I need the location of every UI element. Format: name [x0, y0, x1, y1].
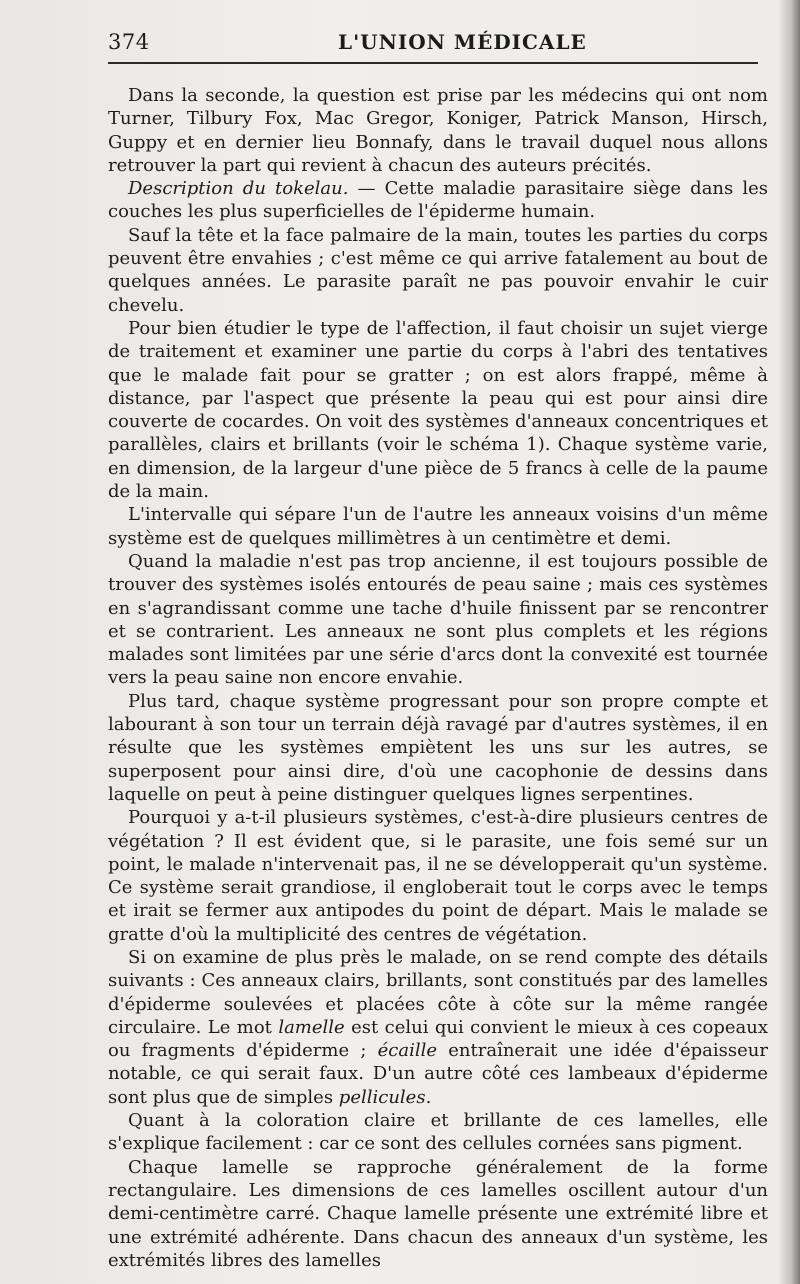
paragraph-text: est celui qui convient le mieux à ces copeaux ou fragments d'épiderme ; — [108, 1016, 768, 1062]
emphasized-term: lamelle — [278, 1016, 345, 1038]
header-rule — [108, 62, 758, 64]
paragraph-description — [108, 177, 768, 224]
paragraph: Quand la maladie n'est pas trop ancienne, il est toujours possible de trouver des systèmes isolés entourés de peau saine ; mais ces systèmes en s'agrandissant comme une tache d'huile finissent par se rencontrer et se contrarient. Les anneaux ne sont plus complets et les régions malades sont limitées par une série d'arcs dont la convexité est tournée vers la peau saine non encore envahie. — [108, 550, 768, 689]
paragraph: Dans la seconde, la question est prise par les médecins qui ont nom Turner, Tilbury Fox, Mac Gregor, Koniger, Patrick Manson, Hirsch, Guppy et en dernier lieu Bonnafy, dans le travail duquel nous allons retrouver la part qui revient à chacun des auteurs précités. — [108, 85, 768, 176]
journal-title: L'UNION MÉDICALE — [338, 30, 587, 54]
paragraph-text: — Cette maladie parasitaire siège dans les couches les plus superficielles de l'épiderme humain. — [108, 178, 768, 223]
paragraph-text: Si on examine de plus près le malade, on se rend compte des détails suivants : Ces anneaux clairs, brillants, sont constitués par des lamelles d'épiderme soulevées et placées côte à côte sur la même rangée circulaire. Le mot — [108, 946, 768, 1038]
page-header — [108, 30, 778, 60]
paragraph-text: entraînerait une idée d'épaisseur notable, ce qui serait faux. D'un autre côté ces lambeaux d'épiderme sont plus que de simples — [108, 1040, 768, 1108]
paragraph-lamelles — [108, 946, 768, 1109]
emphasized-term: écaille — [377, 1040, 438, 1062]
paragraph: Plus tard, chaque système progressant pour son propre compte et labourant à son tour un terrain déjà ravagé par d'autres systèmes, il en résulte que les systèmes empiètent les uns sur les autres, se superposent pour ainsi dire, d'où une cacophonie de dessins dans laquelle on peut à peine distinguer quelques lignes serpentines. — [108, 690, 768, 805]
paragraph: Pourquoi y a-t-il plusieurs systèmes, c'est-à-dire plusieurs centres de végétation ? Il est évident que, si le parasite, une fois semé sur un point, le malade n'intervenait pas, il ne se développerait qu'un système. Ce système serait grandiose, il engloberait tout le corps avec le temps et irait se fermer aux antipodes du point de départ. Mais le malade se gratte d'où la multiplicité des centres de végétation. — [108, 807, 768, 945]
section-heading: Description du tokelau. — [128, 178, 349, 200]
article-body — [108, 84, 768, 1272]
emphasized-term: pellicules — [338, 1086, 426, 1108]
paragraph: Chaque lamelle se rapproche généralement de la forme rectangulaire. Les dimensions de ces lamelles oscillent autour d'un demi-centimètre carré. Chaque lamelle présente une extrémité libre et une extrémité adhérente. Dans chacun des anneaux d'un système, les extrémités libres des lamelles — [108, 1156, 768, 1271]
page-number: 374 — [108, 30, 150, 54]
paragraph: L'intervalle qui sépare l'un de l'autre les anneaux voisins d'un même système est de quelques millimètres à un centimètre et demi. — [108, 504, 768, 549]
page-edge-shadow — [778, 0, 800, 1284]
paragraph: Pour bien étudier le type de l'affection, il faut choisir un sujet vierge de traitement et examiner une partie du corps à l'abri des tentatives que le malade fait pour se gratter ; on est alors frappé, même à distance, par l'aspect que présente la peau qui est pour ainsi dire couverte de cocardes. On voit des systèmes d'anneaux concentriques et parallèles, clairs et brillants (voir le schéma 1). Chaque système varie, en dimension, de la largeur d'une pièce de 5 francs à celle de la paume de la main. — [108, 317, 768, 503]
paragraph: Quant à la coloration claire et brillante de ces lamelles, elle s'explique facilement : car ce sont des cellules cornées sans pigment. — [108, 1110, 768, 1155]
paragraph-text: . — [425, 1086, 432, 1108]
paragraph: Sauf la tête et la face palmaire de la main, toutes les parties du corps peuvent être envahies ; c'est même ce qui arrive fatalement au bout de quelques années. Le parasite paraît ne pas pouvoir envahir le cuir chevelu. — [108, 224, 768, 316]
